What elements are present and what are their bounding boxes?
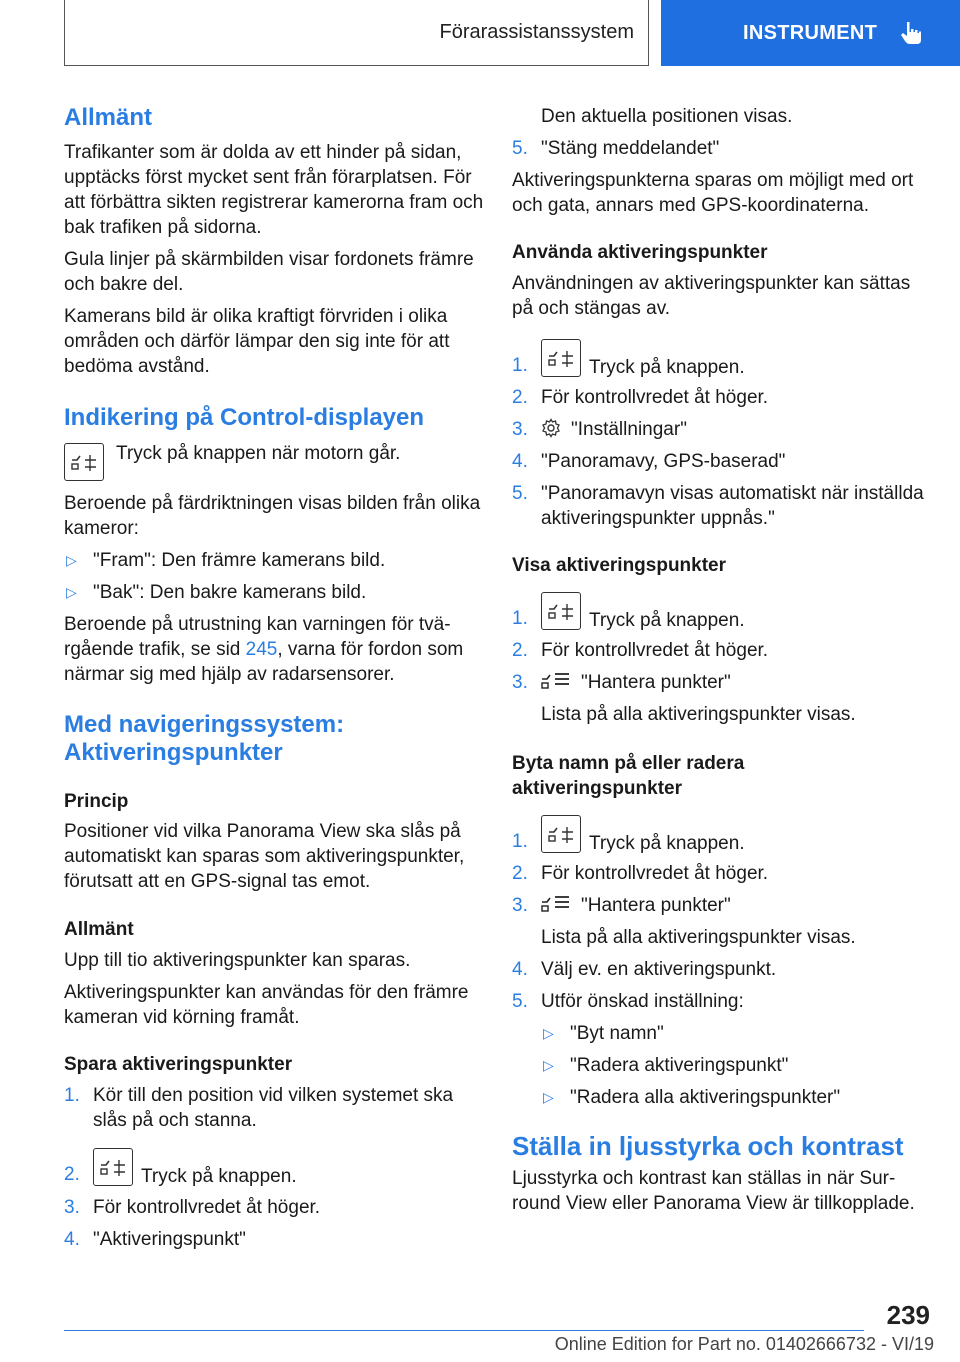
list-item: 3. "Hantera punkter" Lista på alla aktiveringspunkter visas. [512, 895, 856, 948]
heading-princip: Princip [64, 791, 129, 812]
sub-list-item: ▷ "Byt namn" [543, 1023, 664, 1044]
footer-divider [64, 1330, 864, 1331]
list-item: 1. Kör till den position vid vilken systemet ska slås på och stanna. [64, 1085, 454, 1131]
triangle-bullet-icon: ▷ [543, 1089, 554, 1105]
footer-edition: Online Edition for Part no. 01402666732 - VI/19 [554, 1334, 934, 1354]
list-item: 1. Tryck på knappen. [512, 592, 927, 633]
heading-spara: Spara aktiveringspunkter [64, 1054, 293, 1075]
heading-anvanda: Använda aktiveringspunkter [512, 242, 768, 263]
paragraph: Trafikanter som är dolda av ett hinder på sidan, upptäcks först mycket sent från förarplatsen. För att förbättra sikten registrerar kamerorna fram och bak trafiken på sidorna. [64, 142, 484, 238]
list-item: 3. "Inställningar" [512, 419, 687, 440]
list-item: 5. Utför önskad inställning: [512, 991, 744, 1012]
list-item: 2. För kontrollvredet åt höger. [512, 640, 769, 661]
right-column [512, 104, 927, 1216]
paragraph: Upp till tio aktiveringspunkter kan sparas. [64, 950, 411, 971]
triangle-bullet-icon: ▷ [66, 584, 77, 600]
header-chapter-tab [661, 0, 960, 66]
heading-allmant-2: Allmänt [64, 919, 134, 940]
sub-list-item: ▷ "Radera aktiveringspunkt" [543, 1055, 789, 1076]
camera-button-icon [64, 443, 104, 481]
page-number: 239 [886, 1300, 930, 1330]
sub-list-item: ▷ "Radera alla aktiveringspunkter" [543, 1087, 841, 1108]
list-item: 4. "Aktiveringspunkt" [64, 1229, 246, 1250]
header-chapter-title: INSTRUMENT [743, 21, 878, 44]
triangle-bullet-icon: ▷ [543, 1057, 554, 1073]
header-section-title: Förarassistanssystem [439, 21, 634, 43]
triangle-bullet-icon: ▷ [543, 1025, 554, 1041]
heading-byta: Byta namn på eller radera aktiveringspunkter [512, 753, 745, 799]
paragraph: Den aktuella positionen visas. [541, 106, 793, 127]
heading-allmant: Allmänt [64, 104, 153, 131]
gear-icon [541, 418, 561, 438]
pointing-hand-icon [899, 20, 923, 46]
heading-nav: Med navigeringssystem: Aktiveringspunkter [64, 711, 345, 766]
list-item: 3. "Hantera punkter" Lista på alla aktiveringspunkter visas. [512, 672, 856, 725]
triangle-bullet-icon: ▷ [66, 552, 77, 568]
paragraph: Beroende på utrustning kan varningen för tvä-rgående trafik, se sid 245, varna för fordon som närmar sig med hjälp av radarsensorer. [64, 614, 464, 685]
header-section-tab [64, 0, 649, 66]
list-item: 2. För kontrollvredet åt höger. [512, 863, 769, 884]
paragraph: Aktiveringspunkter kan användas för den främre kameran vid körning framåt. [64, 982, 469, 1028]
list-item: 2. Tryck på knappen. [64, 1148, 484, 1189]
list-item: ▷ "Fram": Den främre kamerans bild. [66, 550, 386, 571]
camera-button-icon [93, 1148, 133, 1186]
list-item: 5. "Panoramavyn visas automatiskt när inställda aktiveringspunkter uppnås." [512, 483, 924, 529]
list-item: ▷ "Bak": Den bakre kamerans bild. [66, 582, 367, 603]
list-item: 4. "Panoramavy, GPS-baserad" [512, 451, 786, 472]
camera-button-icon [541, 592, 581, 630]
paragraph: Beroende på färdriktningen visas bilden från olika kameror: [64, 493, 481, 539]
list-item: 4. Välj ev. en aktiveringspunkt. [512, 959, 777, 980]
camera-button-icon [541, 815, 581, 853]
list-item: 1. Tryck på knappen. [512, 815, 927, 856]
heading-visa: Visa aktiveringspunkter [512, 555, 727, 576]
camera-button-icon [541, 339, 581, 377]
list-item: 3. För kontrollvredet åt höger. [64, 1197, 321, 1218]
paragraph: Positioner vid vilka Panorama View ska slås på automatiskt kan sparas som aktiveringspunkter, förutsatt att en GPS-signal tas emot. [64, 821, 465, 892]
list-item: 5. "Stäng meddelandet" [512, 138, 720, 159]
paragraph: Aktiveringspunkterna sparas om möjligt med ort och gata, annars med GPS-koordinaterna. [512, 170, 914, 216]
heading-indikering: Indikering på Control-displayen [64, 404, 425, 431]
paragraph: Kamerans bild är olika kraftigt förvriden i olika områden och därför lämpar den sig inte för att bedöma avstånd. [64, 306, 450, 377]
manage-points-icon [541, 671, 571, 691]
page-link[interactable]: 245 [245, 639, 278, 660]
left-column [64, 100, 484, 1252]
paragraph: Gula linjer på skärmbilden visar fordonets främre och bakre del. [64, 249, 474, 295]
list-item: 1. Tryck på knappen. [512, 339, 927, 380]
list-item: 2. För kontrollvredet åt höger. [512, 387, 769, 408]
paragraph: Användningen av aktiveringspunkter kan sättas på och stängas av. [512, 273, 911, 319]
manage-points-icon [541, 894, 571, 914]
instruction-text: Tryck på knappen när motorn går. [116, 443, 401, 464]
heading-ljusstyrka: Ställa in ljusstyrka och kontrast [512, 1131, 904, 1161]
paragraph: Ljusstyrka och kontrast kan ställas in när Sur-round View eller Panorama View är tillkopplade. [512, 1168, 915, 1214]
